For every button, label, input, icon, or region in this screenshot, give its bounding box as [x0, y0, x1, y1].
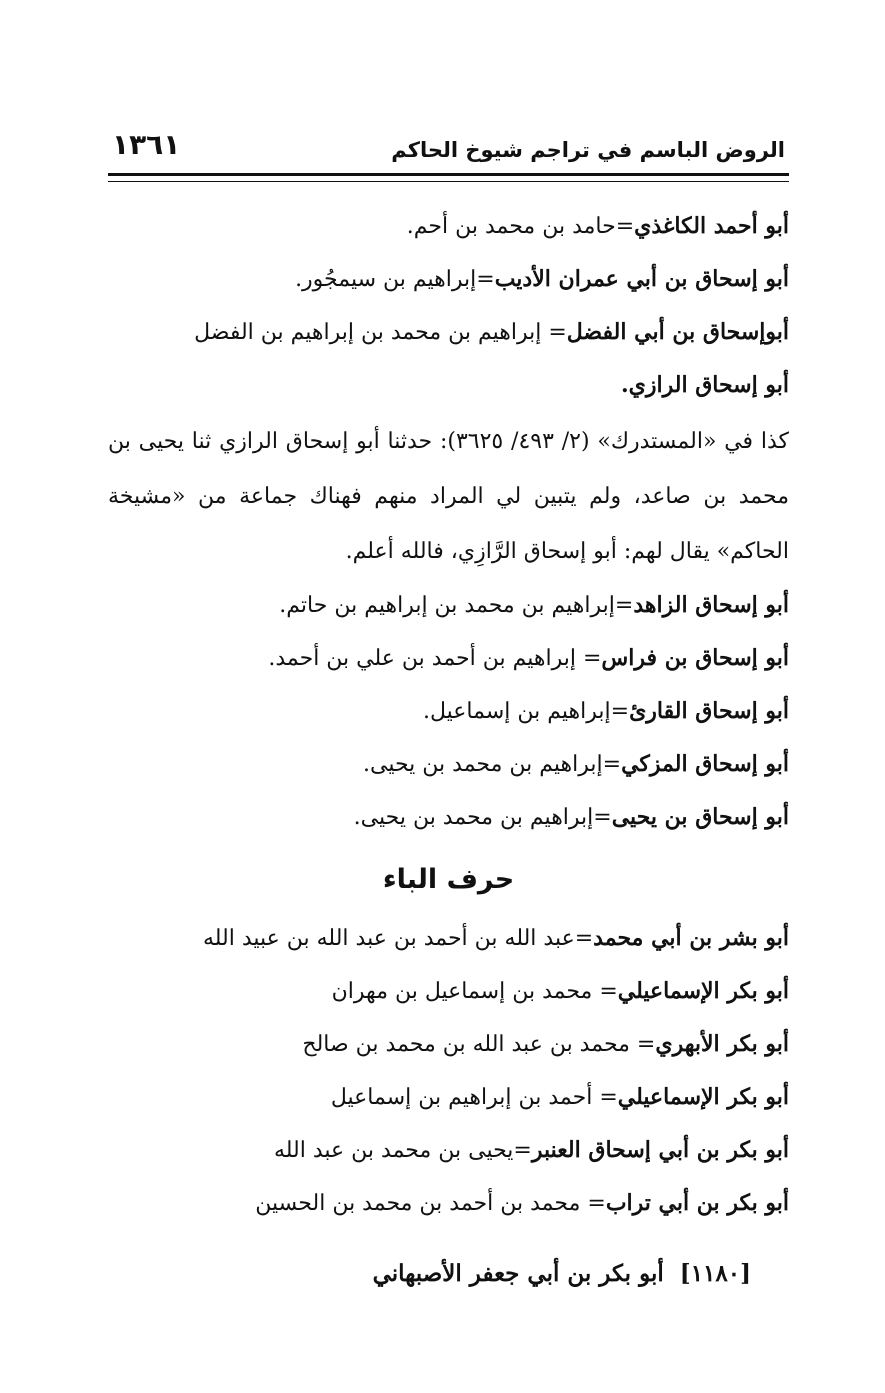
page-header [108, 128, 785, 172]
biography-number: [١١٨٠] [679, 1260, 751, 1287]
entry-kunya: أبو إسحاق بن فراس [601, 645, 789, 671]
entry [108, 200, 789, 253]
entry-name: = محمد بن عبد الله بن محمد بن صالح [302, 1032, 656, 1057]
entry [108, 1071, 789, 1124]
entry-name: =إبراهيم بن محمد بن إبراهيم بن حاتم. [279, 593, 634, 618]
biography-heading [108, 1246, 789, 1302]
entry-kunya: أبو بكر بن أبي تراب [605, 1190, 789, 1216]
entry-kunya: أبو بشر بن أبي محمد [593, 925, 789, 951]
entry-name: = إبراهيم بن أحمد بن علي بن أحمد. [268, 646, 602, 671]
section-entries [108, 912, 789, 1230]
entry-kunya: أبو إسحاق بن يحيى [611, 804, 789, 830]
entry-name: =يحيى بن محمد بن عبد الله [273, 1138, 532, 1163]
entry [108, 912, 789, 965]
entry-name: =إبراهيم بن محمد بن يحيى. [353, 805, 612, 830]
entry-kunya: أبوإسحاق بن أبي الفضل [566, 319, 789, 345]
section-heading: حرف الباء [382, 864, 515, 895]
entry-kunya: أبو إسحاق المزكي [621, 751, 789, 777]
biography-title: أبو بكر بن أبي جعفر الأصبهاني [372, 1260, 664, 1287]
running-title: الروض الباسم في تراجم شيوخ الحاكم [391, 138, 785, 162]
entry-name: =حامد بن محمد بن أحم. [406, 214, 635, 239]
entry-name: =إبراهيم بن محمد بن يحيى. [363, 752, 622, 777]
entry-name: =إبراهيم بن إسماعيل. [423, 699, 630, 724]
entry [108, 791, 789, 844]
entry [108, 1177, 789, 1230]
editor-note: كذا في «المستدرك» (٢/ ٤٩٣/ ٣٦٢٥): حدثنا أبو إسحاق الرازي ثنا يحيى بن محمد بن صاعد، ولم يتبين لي المراد منهم فهناك جماعة من «مشيخة الحاكم» يقال لهم: أبو إسحاق الرَّازِي، فالله أعلم. [108, 429, 790, 564]
entry [108, 685, 789, 738]
entry [108, 253, 789, 306]
entry [108, 632, 789, 685]
entry-kunya: أبو إسحاق الرازي. [620, 372, 789, 398]
entry-name: = محمد بن أحمد بن محمد بن الحسين [255, 1191, 606, 1216]
entry [108, 1124, 789, 1177]
entry-name: = محمد بن إسماعيل بن مهران [331, 979, 618, 1004]
entry-kunya: أبو إسحاق الزاهد [633, 592, 789, 618]
entry [108, 1018, 789, 1071]
entry-name: = إبراهيم بن محمد بن إبراهيم بن الفضل [194, 320, 567, 345]
entry-kunya: أبو أحمد الكاغذي [634, 213, 789, 239]
entry-kunya: أبو إسحاق القارئ [629, 698, 789, 724]
header-rule-thick [108, 173, 789, 176]
entry-kunya: أبو بكر الإسماعيلي [617, 1084, 789, 1110]
header-rule-thin [108, 181, 789, 182]
entry-kunya: أبو بكر بن أبي إسحاق العنبر [531, 1137, 789, 1163]
entry [108, 965, 789, 1018]
entry-kunya: أبو إسحاق بن أبي عمران الأديب [494, 266, 789, 292]
entry-kunya: أبو بكر الإسماعيلي [617, 978, 789, 1004]
entry-kunya: أبو بكر الأبهري [655, 1031, 789, 1057]
page-number: ١٣٦١ [112, 128, 181, 161]
entry-name: =إبراهيم بن سيمجُور. [295, 267, 495, 292]
entry [108, 359, 789, 412]
entry [108, 738, 789, 791]
entry [108, 579, 789, 632]
entry-name: =عبد الله بن أحمد بن عبد الله بن عبيد الله [202, 926, 594, 951]
entry [108, 306, 789, 359]
page-body [108, 200, 789, 1302]
entry-name: = أحمد بن إبراهيم بن إسماعيل [330, 1085, 618, 1110]
